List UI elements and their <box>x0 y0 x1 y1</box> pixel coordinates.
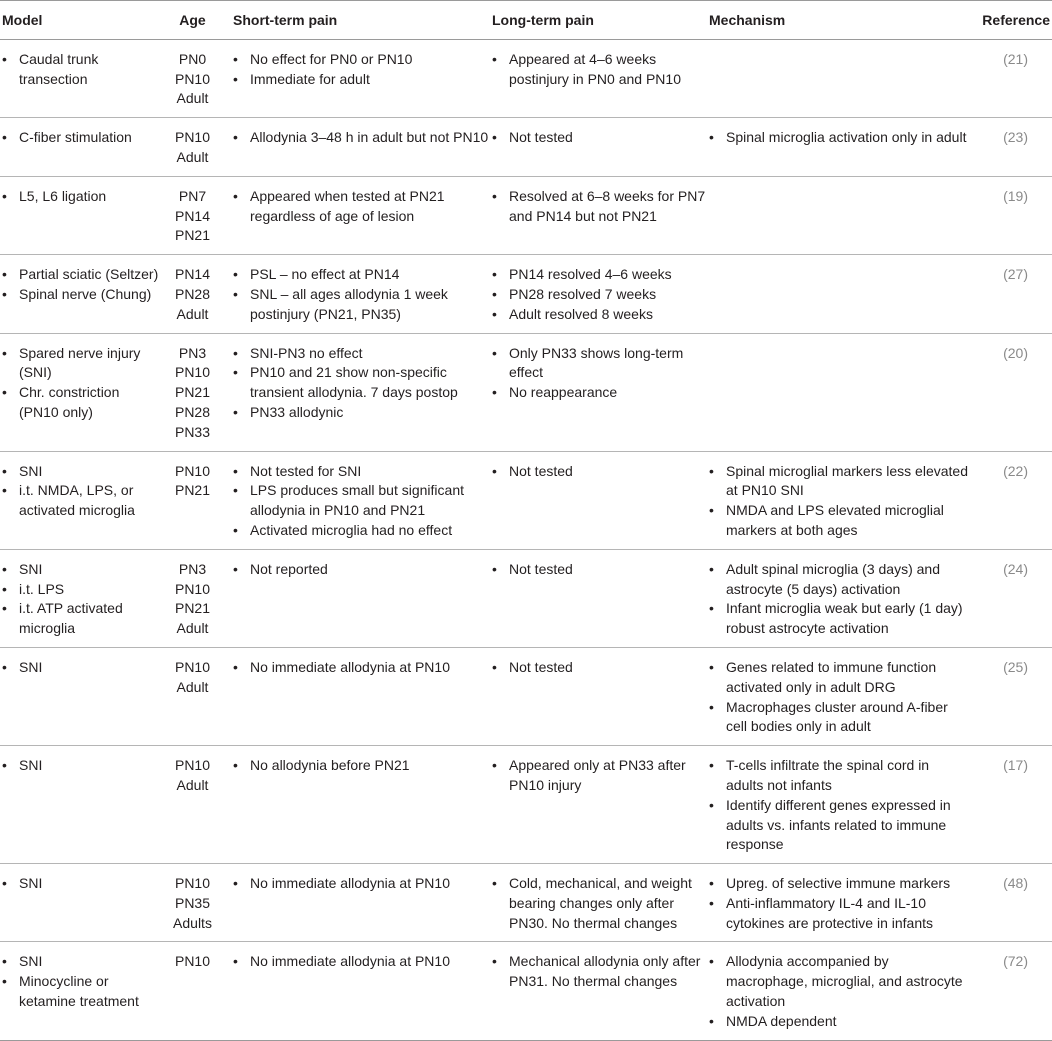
mechanism-list <box>709 128 970 148</box>
cell-mechanism <box>707 255 970 333</box>
long-term-item: • Resolved at 6–8 weeks for PN7 and PN14 but not PN21 <box>492 187 707 227</box>
cell-age <box>162 549 223 647</box>
cell-age <box>162 864 223 942</box>
cell-age <box>162 176 223 254</box>
cell-reference: (20) <box>970 333 1052 451</box>
cell-age <box>162 118 223 177</box>
cell-short-term-pain <box>223 451 490 549</box>
age-value: Adult <box>176 90 209 107</box>
mechanism-item: • Adult spinal microglia (3 days) and astrocyte (5 days) activation <box>709 560 970 600</box>
short-term-list <box>233 344 490 423</box>
age-value: PN10 <box>174 875 211 892</box>
age-value: PN10 <box>174 364 211 381</box>
model-list <box>2 658 162 678</box>
mechanism-list <box>709 560 970 639</box>
mechanism-item: • NMDA and LPS elevated microglial markers at both ages <box>709 501 970 541</box>
age-value: PN3 <box>178 560 207 577</box>
short-term-item: • Allodynia 3–48 h in adult but not PN10 <box>233 128 490 148</box>
model-list <box>2 462 162 521</box>
long-term-item: • Not tested <box>492 658 707 678</box>
model-item: • Spared nerve injury (SNI) <box>2 344 162 384</box>
short-term-item: • PN33 allodynic <box>233 403 490 423</box>
short-term-item: • Not reported <box>233 560 490 580</box>
cell-short-term-pain <box>223 864 490 942</box>
cell-mechanism <box>707 647 970 745</box>
model-list <box>2 952 162 1011</box>
cell-mechanism <box>707 333 970 451</box>
mechanism-list <box>709 874 970 933</box>
mechanism-list <box>709 756 970 855</box>
header-long-term-pain: Long-term pain <box>490 1 707 40</box>
model-list <box>2 874 162 894</box>
mechanism-item: • Spinal microglia activation only in adult <box>709 128 970 148</box>
short-term-list <box>233 187 490 227</box>
cell-long-term-pain <box>490 451 707 549</box>
cell-mechanism <box>707 176 970 254</box>
header-short-term-pain: Short-term pain <box>223 1 490 40</box>
long-term-item: • Mechanical allodynia only after PN31. No thermal changes <box>492 952 707 992</box>
cell-long-term-pain <box>490 942 707 1040</box>
cell-reference: (21) <box>970 39 1052 117</box>
mechanism-item: • Upreg. of selective immune markers <box>709 874 970 894</box>
model-list <box>2 128 162 148</box>
age-value: Adults <box>173 914 212 931</box>
long-term-item: • Not tested <box>492 462 707 482</box>
model-item: • i.t. NMDA, LPS, or activated microglia <box>2 481 162 521</box>
model-item: • Spinal nerve (Chung) <box>2 285 162 305</box>
long-term-list <box>492 560 707 580</box>
cell-mechanism <box>707 942 970 1040</box>
cell-reference: (22) <box>970 451 1052 549</box>
age-value: PN21 <box>174 384 211 401</box>
table-row <box>0 451 1052 549</box>
mechanism-item: • Macrophages cluster around A-fiber cell bodies only in adult <box>709 698 970 738</box>
short-term-item: • No immediate allodynia at PN10 <box>233 952 490 972</box>
cell-long-term-pain <box>490 118 707 177</box>
mechanism-list <box>709 462 970 541</box>
cell-model <box>0 176 162 254</box>
cell-model <box>0 333 162 451</box>
age-value: PN21 <box>174 600 211 617</box>
cell-short-term-pain <box>223 549 490 647</box>
table-row <box>0 39 1052 117</box>
model-item: • Partial sciatic (Seltzer) <box>2 265 162 285</box>
cell-age <box>162 39 223 117</box>
age-value: PN21 <box>174 227 211 244</box>
header-age: Age <box>162 1 223 40</box>
age-value: PN10 <box>174 757 211 774</box>
long-term-item: • Appeared only at PN33 after PN10 injury <box>492 756 707 796</box>
long-term-list <box>492 756 707 796</box>
cell-long-term-pain <box>490 255 707 333</box>
model-list <box>2 756 162 776</box>
cell-reference: (25) <box>970 647 1052 745</box>
long-term-list <box>492 128 707 148</box>
cell-mechanism <box>707 451 970 549</box>
cell-model <box>0 647 162 745</box>
long-term-item: • No reappearance <box>492 383 707 403</box>
table-row <box>0 255 1052 333</box>
header-reference: Reference <box>970 1 1052 40</box>
long-term-list <box>492 658 707 678</box>
short-term-list <box>233 128 490 148</box>
cell-model <box>0 746 162 864</box>
model-item: • Minocycline or ketamine treatment <box>2 972 162 1012</box>
cell-model <box>0 942 162 1040</box>
model-item: • L5, L6 ligation <box>2 187 162 207</box>
model-list <box>2 50 162 90</box>
short-term-list <box>233 265 490 324</box>
cell-mechanism <box>707 746 970 864</box>
cell-model <box>0 39 162 117</box>
short-term-list <box>233 874 490 894</box>
mechanism-item: • Spinal microglial markers less elevated at PN10 SNI <box>709 462 970 502</box>
cell-long-term-pain <box>490 176 707 254</box>
long-term-item: • PN14 resolved 4–6 weeks <box>492 265 707 285</box>
long-term-item: • Cold, mechanical, and weight bearing changes only after PN30. No thermal changes <box>492 874 707 933</box>
cell-model <box>0 549 162 647</box>
cell-age <box>162 255 223 333</box>
long-term-list <box>492 265 707 324</box>
short-term-item: • No immediate allodynia at PN10 <box>233 874 490 894</box>
age-value: PN35 <box>174 894 211 911</box>
mechanism-list <box>709 658 970 737</box>
model-list <box>2 265 162 305</box>
cell-long-term-pain <box>490 333 707 451</box>
table-row <box>0 864 1052 942</box>
model-item: • Caudal trunk transection <box>2 50 162 90</box>
cell-short-term-pain <box>223 39 490 117</box>
cell-age <box>162 942 223 1040</box>
mechanism-item: • NMDA dependent <box>709 1012 970 1032</box>
short-term-item: • No effect for PN0 or PN10 <box>233 50 490 70</box>
cell-mechanism <box>707 39 970 117</box>
cell-model <box>0 864 162 942</box>
long-term-list <box>492 187 707 227</box>
cell-model <box>0 118 162 177</box>
long-term-item: • PN28 resolved 7 weeks <box>492 285 707 305</box>
cell-mechanism <box>707 118 970 177</box>
model-list <box>2 187 162 207</box>
short-term-item: • No immediate allodynia at PN10 <box>233 658 490 678</box>
cell-long-term-pain <box>490 549 707 647</box>
age-value: PN28 <box>174 285 211 302</box>
age-value: PN10 <box>174 70 211 87</box>
age-value: Adult <box>176 678 209 695</box>
model-item: • i.t. LPS <box>2 580 162 600</box>
model-list <box>2 560 162 639</box>
long-term-item: • Only PN33 shows long-term effect <box>492 344 707 384</box>
model-item: • Chr. constriction (PN10 only) <box>2 383 162 423</box>
short-term-item: • Immediate for adult <box>233 70 490 90</box>
long-term-list <box>492 344 707 403</box>
age-value: PN21 <box>174 482 211 499</box>
long-term-list <box>492 874 707 933</box>
cell-long-term-pain <box>490 746 707 864</box>
short-term-item: • PN10 and 21 show non-specific transient allodynia. 7 days postop <box>233 363 490 403</box>
long-term-item: • Not tested <box>492 560 707 580</box>
short-term-list <box>233 952 490 972</box>
table-body <box>0 39 1052 1040</box>
model-item: • SNI <box>2 952 162 972</box>
long-term-list <box>492 462 707 482</box>
short-term-item: • Not tested for SNI <box>233 462 490 482</box>
long-term-list <box>492 952 707 992</box>
age-value: Adult <box>176 305 209 322</box>
model-item: • SNI <box>2 874 162 894</box>
short-term-item: • SNI-PN3 no effect <box>233 344 490 364</box>
header-mechanism: Mechanism <box>707 1 970 40</box>
mechanism-item: • Identify different genes expressed in adults vs. infants related to immune response <box>709 796 970 855</box>
cell-reference: (23) <box>970 118 1052 177</box>
cell-age <box>162 746 223 864</box>
table-row <box>0 647 1052 745</box>
header-model: Model <box>0 1 162 40</box>
age-value: PN3 <box>178 344 207 361</box>
model-list <box>2 344 162 423</box>
cell-short-term-pain <box>223 255 490 333</box>
table-row <box>0 549 1052 647</box>
age-value: PN0 <box>178 50 207 67</box>
short-term-list <box>233 658 490 678</box>
cell-model <box>0 451 162 549</box>
age-value: PN10 <box>174 580 211 597</box>
cell-long-term-pain <box>490 39 707 117</box>
mechanism-item: • Allodynia accompanied by macrophage, microglial, and astrocyte activation <box>709 952 970 1011</box>
short-term-item: • PSL – no effect at PN14 <box>233 265 490 285</box>
age-value: Adult <box>176 776 209 793</box>
cell-long-term-pain <box>490 864 707 942</box>
cell-reference: (17) <box>970 746 1052 864</box>
model-item: • SNI <box>2 756 162 776</box>
short-term-item: • LPS produces small but significant allodynia in PN10 and PN21 <box>233 481 490 521</box>
age-value: PN7 <box>178 187 207 204</box>
header-row <box>0 1 1052 40</box>
cell-age <box>162 451 223 549</box>
cell-mechanism <box>707 549 970 647</box>
short-term-list <box>233 462 490 541</box>
short-term-item: • No allodynia before PN21 <box>233 756 490 776</box>
long-term-item: • Not tested <box>492 128 707 148</box>
cell-age <box>162 647 223 745</box>
cell-reference: (27) <box>970 255 1052 333</box>
cell-reference: (24) <box>970 549 1052 647</box>
mechanism-item: • Anti-inflammatory IL-4 and IL-10 cytokines are protective in infants <box>709 894 970 934</box>
mechanism-item: • T-cells infiltrate the spinal cord in adults not infants <box>709 756 970 796</box>
table-row <box>0 118 1052 177</box>
age-value: PN10 <box>174 462 211 479</box>
cell-short-term-pain <box>223 647 490 745</box>
model-item: • C-fiber stimulation <box>2 128 162 148</box>
table-row <box>0 176 1052 254</box>
cell-reference: (48) <box>970 864 1052 942</box>
table-row <box>0 942 1052 1040</box>
age-value: Adult <box>176 148 209 165</box>
cell-short-term-pain <box>223 942 490 1040</box>
cell-reference: (72) <box>970 942 1052 1040</box>
age-value: PN33 <box>174 423 211 440</box>
model-item: • i.t. ATP activated microglia <box>2 599 162 639</box>
cell-short-term-pain <box>223 746 490 864</box>
short-term-list <box>233 560 490 580</box>
long-term-list <box>492 50 707 90</box>
cell-short-term-pain <box>223 176 490 254</box>
table-row <box>0 746 1052 864</box>
long-term-item: • Appeared at 4–6 weeks postinjury in PN0 and PN10 <box>492 50 707 90</box>
cell-short-term-pain <box>223 118 490 177</box>
short-term-list <box>233 50 490 90</box>
cell-age <box>162 333 223 451</box>
mechanism-item: • Infant microglia weak but early (1 day) robust astrocyte activation <box>709 599 970 639</box>
mechanism-item: • Genes related to immune function activated only in adult DRG <box>709 658 970 698</box>
age-value: Adult <box>176 620 209 637</box>
cell-long-term-pain <box>490 647 707 745</box>
cell-short-term-pain <box>223 333 490 451</box>
short-term-item: • Appeared when tested at PN21 regardless of age of lesion <box>233 187 490 227</box>
short-term-item: • SNL – all ages allodynia 1 week postinjury (PN21, PN35) <box>233 285 490 325</box>
model-item: • SNI <box>2 658 162 678</box>
model-item: • SNI <box>2 462 162 482</box>
age-value: PN10 <box>174 129 211 146</box>
cell-model <box>0 255 162 333</box>
short-term-item: • Activated microglia had no effect <box>233 521 490 541</box>
short-term-list <box>233 756 490 776</box>
long-term-item: • Adult resolved 8 weeks <box>492 305 707 325</box>
age-value: PN14 <box>174 266 211 283</box>
table-row <box>0 333 1052 451</box>
age-value: PN14 <box>174 207 211 224</box>
model-item: • SNI <box>2 560 162 580</box>
age-value: PN28 <box>174 403 211 420</box>
cell-reference: (19) <box>970 176 1052 254</box>
age-value: PN10 <box>174 953 211 970</box>
age-value: PN10 <box>174 658 211 675</box>
mechanism-list <box>709 952 970 1031</box>
cell-mechanism <box>707 864 970 942</box>
